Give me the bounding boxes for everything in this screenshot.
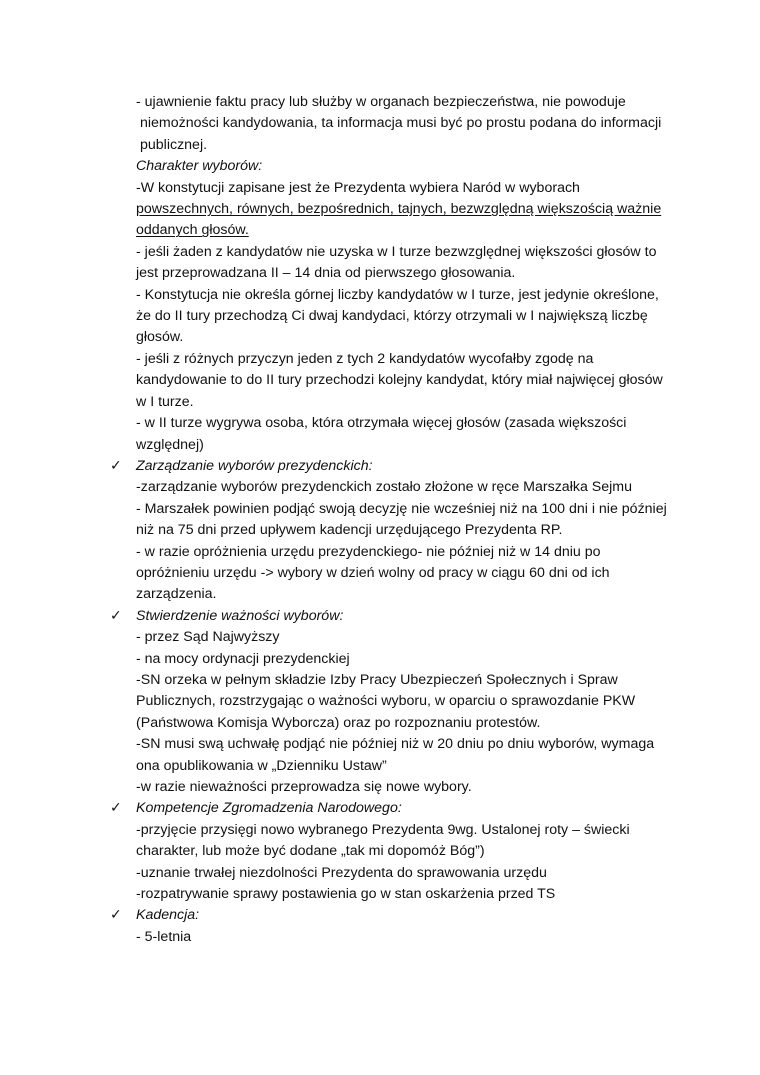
section-heading	[110, 905, 676, 926]
section-heading: Charakter wyborów:	[136, 158, 263, 175]
text-line: - jeśli z różnych przyczyn jeden z tych 2 kandydatów wycofałby zgodę na	[136, 350, 594, 367]
text-line: kandydowanie to do II tury przechodzi kolejny kandydat, który miał najwięcej głosów	[136, 372, 663, 389]
text-line: publicznej.	[140, 136, 208, 153]
underlined-text: oddanych głosów.	[136, 222, 249, 239]
text-line: - Konstytucja nie określa górnej liczby kandydatów w I turze, jest jedynie określone,	[136, 286, 659, 303]
text-line: opróżnieniu urzędu -> wybory w dzień wolny od pracy w ciągu 60 dni od ich	[136, 564, 610, 581]
text-line: -SN musi swą uchwałę podjąć nie później niż w 20 dniu po dniu wyborów, wymaga	[136, 736, 655, 753]
section-heading	[110, 798, 676, 819]
checkmark-icon: ✓	[110, 800, 122, 817]
text-line: że do II tury przechodzą Ci dwaj kandydaci, którzy otrzymali w I największą liczbę	[136, 308, 648, 325]
text-line: (Państwowa Komisja Wyborcza) oraz po rozpoznaniu protestów.	[136, 714, 541, 731]
section-heading	[110, 456, 676, 477]
checkmark-icon: ✓	[110, 607, 122, 624]
section-heading-label: Stwierdzenie ważności wyborów:	[136, 607, 344, 624]
text-line: - w II turze wygrywa osoba, która otrzymała więcej głosów (zasada większości	[136, 415, 627, 432]
text-line: -uznanie trwałej niezdolności Prezydenta do sprawowania urzędu	[136, 864, 547, 881]
text-line: - ujawnienie faktu pracy lub służby w organach bezpieczeństwa, nie powoduje	[136, 94, 626, 110]
text-line: -zarządzanie wyborów prezydenckich zostało złożone w ręce Marszałka Sejmu	[136, 479, 632, 496]
text-line: charakter, lub może być dodane „tak mi dopomóż Bóg”)	[136, 843, 485, 860]
text-line: - w razie opróżnienia urzędu prezydenckiego- nie później niż w 14 dniu po	[136, 543, 601, 560]
text-line: jest przeprowadzana II – 14 dnia od pierwszego głosowania.	[136, 265, 516, 282]
section-heading-label: Kadencja:	[136, 907, 200, 924]
section-heading	[110, 606, 676, 627]
text-line: -rozpatrywanie sprawy postawienia go w stan oskarżenia przed TS	[136, 886, 556, 903]
text-line: względnej)	[136, 436, 204, 453]
document-body	[110, 92, 676, 948]
section-heading-label: Kompetencje Zgromadzenia Narodowego:	[136, 800, 402, 817]
checkmark-icon: ✓	[110, 907, 122, 924]
text-line: - jeśli żaden z kandydatów nie uzyska w I turze bezwzględnej większości głosów to	[136, 243, 657, 260]
text-line: - przez Sąd Najwyższy	[136, 629, 280, 646]
text-line: - 5-letnia	[136, 928, 192, 945]
text-line: -w razie nieważności przeprowadza się nowe wybory.	[136, 779, 472, 795]
text-line: głosów.	[136, 329, 184, 346]
checkmark-icon: ✓	[110, 457, 122, 474]
text-line: niż na 75 dni przed upływem kadencji urzędującego Prezydenta RP.	[136, 522, 563, 539]
text-line: ona opublikowania w „Dzienniku Ustaw”	[136, 757, 387, 774]
text-line: - Marszałek powinien podjąć swoją decyzję nie wcześniej niż na 100 dni i nie później	[136, 500, 667, 517]
text-line: w I turze.	[136, 393, 194, 410]
text-line: -przyjęcie przysięgi nowo wybranego Prezydenta 9wg. Ustalonej roty – świecki	[136, 821, 630, 838]
text-line: niemożności kandydowania, ta informacja musi być po prostu podana do informacji	[140, 115, 662, 132]
text-line: zarządzenia.	[136, 586, 217, 603]
text-line: Publicznych, rozstrzygając o ważności wyboru, w oparciu o sprawozdanie PKW	[136, 693, 636, 710]
text-line: -W konstytucji zapisane jest że Prezydenta wybiera Naród w wyborach	[136, 179, 580, 196]
section-heading-label: Zarządzanie wyborów prezydenckich:	[136, 457, 373, 474]
text-line: - na mocy ordynacji prezydenckiej	[136, 650, 350, 667]
underlined-text: powszechnych, równych, bezpośrednich, tajnych, bezwzględną większością ważnie	[136, 201, 662, 218]
text-line: -SN orzeka w pełnym składzie Izby Pracy Ubezpieczeń Społecznych i Spraw	[136, 671, 618, 688]
